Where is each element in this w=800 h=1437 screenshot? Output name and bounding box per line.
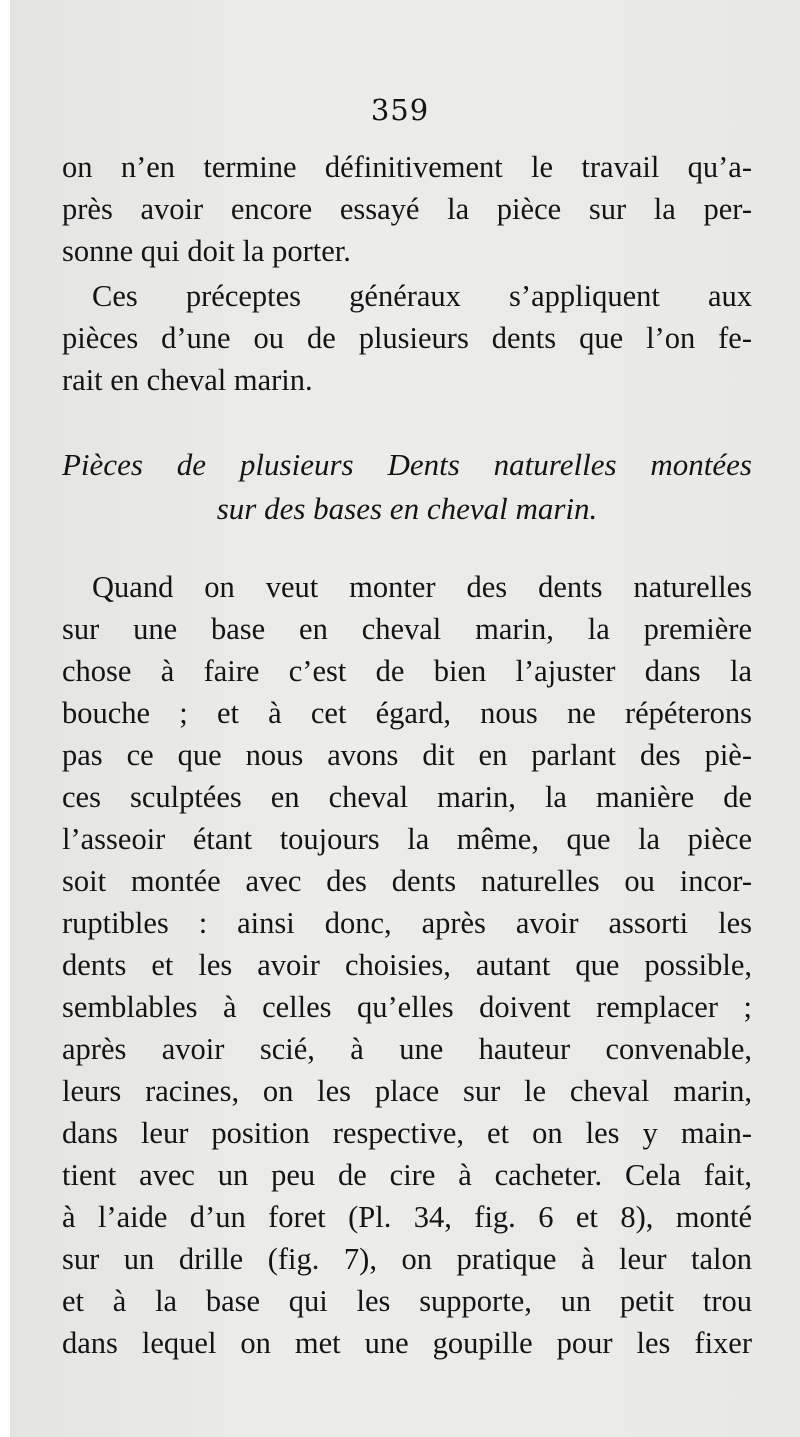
paragraph-continuation [62,146,752,272]
scan-margin [0,0,10,1437]
text-line: dents et les avoir choisies, autant que possible, [62,948,752,982]
page-number: 359 [370,93,430,127]
text-line: semblables à celles qu’elles doivent remplacer ; [62,990,752,1024]
text-line: après avoir scié, à une hauteur convenable, [62,1032,752,1066]
text-line: et à la base qui les supporte, un petit trou [62,1284,752,1318]
text-line: dans leur position respective, et on les y main- [62,1116,752,1150]
text-line: à l’aide d’un foret (Pl. 34, fig. 6 et 8), monté [62,1200,752,1234]
text-line: dans lequel on met une goupille pour les fixer [62,1326,752,1360]
text-line: pièces d’une ou de plusieurs dents que l’on fe- [62,321,752,355]
text-line: sonne qui doit la porter. [62,234,351,268]
section-heading [62,443,752,531]
text-line: sur une base en cheval marin, la première [62,612,752,646]
text-line: Ces préceptes généraux s’appliquent aux [92,279,752,313]
paragraph-general-precepts [62,275,752,401]
text-line: l’asseoir étant toujours la même, que la pièce [62,822,752,856]
text-line: on n’en termine définitivement le travail qu’a- [62,150,752,184]
text-line: soit montée avec des dents naturelles ou incor- [62,864,752,898]
text-line: Quand on veut monter des dents naturelles [92,570,752,604]
heading-line: Pièces de plusieurs Dents naturelles montées [62,447,752,482]
text-line: ces sculptées en cheval marin, la manière de [62,780,752,814]
text-line: tient avec un peu de cire à cacheter. Cela fait, [62,1158,752,1192]
text-line: sur un drille (fig. 7), on pratique à leur talon [62,1242,752,1276]
text-line: bouche ; et à cet égard, nous ne répéterons [62,696,752,730]
text-line: chose à faire c’est de bien l’ajuster dans la [62,654,752,688]
heading-line: sur des bases en cheval marin. [216,491,598,526]
text-line: rait en cheval marin. [62,363,313,397]
text-line: près avoir encore essayé la pièce sur la per- [62,192,752,226]
paragraph-mounting-teeth [62,566,752,1364]
text-line: pas ce que nous avons dit en parlant des piè- [62,738,752,772]
text-line: ruptibles : ainsi donc, après avoir assorti les [62,906,752,940]
text-line: leurs racines, on les place sur le cheval marin, [62,1074,752,1108]
